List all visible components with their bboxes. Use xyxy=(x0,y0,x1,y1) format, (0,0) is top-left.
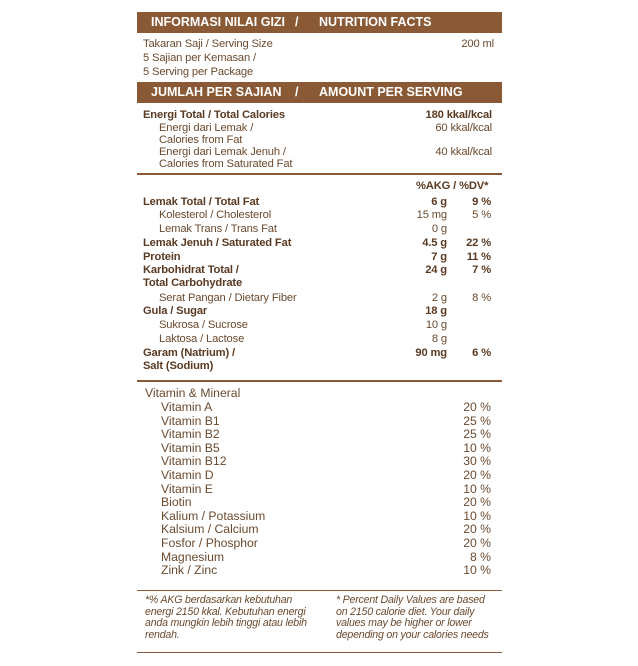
nutrient-label: Karbohidrat Total / xyxy=(143,264,239,276)
vitamin-label: Biotin xyxy=(161,495,192,510)
energy-fat-value: 60 kkal/kcal xyxy=(435,122,492,134)
divider-thick-1 xyxy=(137,173,502,175)
vitamin-dv: 25 % xyxy=(463,413,491,428)
vitamin-label: Kalsium / Calcium xyxy=(161,522,259,537)
energy-sat-label: Energi dari Lemak Jenuh / xyxy=(159,146,286,158)
nutrient-dv: 6 % xyxy=(472,347,491,359)
vitamin-label: Vitamin B1 xyxy=(161,413,220,428)
serving-size-value: 200 ml xyxy=(461,38,494,50)
nutrient-dv: 5 % xyxy=(472,209,491,221)
nutrient-amount: 0 g xyxy=(431,223,447,235)
nutrient-dv: 11 % xyxy=(466,251,491,263)
vitamin-dv: 10 % xyxy=(463,481,491,496)
nutrient-dv: 8 % xyxy=(472,292,491,304)
vitamin-dv: 25 % xyxy=(463,427,491,442)
amount-per-serving-header xyxy=(137,82,502,103)
nutrient-label-en: Salt (Sodium) xyxy=(143,360,214,372)
vitamin-dv: 10 % xyxy=(463,563,491,578)
nutrient-label: Sukrosa / Sucrose xyxy=(159,319,248,331)
nutrient-amount: 18 g xyxy=(425,305,447,317)
vitamin-label: Vitamin B5 xyxy=(161,440,220,455)
vitamin-dv: 20 % xyxy=(463,400,491,414)
vitamin-label: Magnesium xyxy=(161,549,224,564)
nutrient-label: Lemak Trans / Trans Fat xyxy=(159,223,277,235)
serving-size-label: Takaran Saji / Serving Size xyxy=(143,38,273,50)
nutrient-label: Lemak Total / Total Fat xyxy=(143,196,260,208)
nutrient-label: Serat Pangan / Dietary Fiber xyxy=(159,292,297,304)
vitamin-label: Vitamin D xyxy=(161,468,214,482)
nutrient-amount: 8 g xyxy=(431,333,447,345)
vitamin-label: Vitamin A xyxy=(161,400,213,414)
vitamin-dv: 30 % xyxy=(463,454,491,469)
nutrient-label: Kolesterol / Cholesterol xyxy=(159,209,272,221)
divider-thin xyxy=(137,590,502,591)
header-slash: / xyxy=(295,15,299,29)
footnote-english: * Percent Daily Values are based on 2150 calorie diet. Your daily values may be higher or lower depending on your calories needs xyxy=(336,594,489,641)
nutrient-label: Garam (Natrium) / xyxy=(143,347,235,359)
energy-sat-label-en: Calories from Saturated Fat xyxy=(159,158,293,170)
amount-header-en: AMOUNT PER SERVING xyxy=(319,85,463,99)
nutrient-amount: 2 g xyxy=(431,292,447,304)
header-title-id: INFORMASI NILAI GIZI xyxy=(151,15,286,29)
nutrient-label: Lemak Jenuh / Saturated Fat xyxy=(143,237,292,249)
vitamin-label: Kalium / Potassium xyxy=(161,508,266,523)
divider-bottom xyxy=(137,652,502,653)
nutrient-label: Protein xyxy=(143,251,181,263)
dv-column-header: %AKG / %DV* xyxy=(416,180,489,192)
vitamin-dv: 8 % xyxy=(469,549,491,564)
energy-total-label: Energi Total / Total Calories xyxy=(143,109,285,121)
vitamin-label: Vitamin B12 xyxy=(161,454,227,469)
vitamin-label: Vitamin B2 xyxy=(161,427,220,442)
vitamin-dv: 20 % xyxy=(463,522,491,537)
nutrient-amount: 24 g xyxy=(425,264,447,276)
energy-total-value: 180 kkal/kcal xyxy=(425,109,492,121)
nutrient-dv: 9 % xyxy=(472,196,491,208)
nutrient-amount: 6 g xyxy=(431,196,447,208)
servings-per-package-en: 5 Serving per Package xyxy=(143,66,254,78)
energy-sat-value: 40 kkal/kcal xyxy=(435,146,492,158)
divider-thick-2 xyxy=(137,380,502,382)
vitamin-label: Zink / Zinc xyxy=(161,563,218,578)
energy-fat-label-en: Calories from Fat xyxy=(159,134,243,146)
nutrient-amount: 90 mg xyxy=(415,347,447,359)
nutrient-label: Gula / Sugar xyxy=(143,305,208,317)
servings-per-package-id: 5 Sajian per Kemasan / xyxy=(143,52,256,64)
nutrient-dv: 7 % xyxy=(472,264,491,276)
amount-header-slash: / xyxy=(295,85,299,99)
amount-header-id: JUMLAH PER SAJIAN xyxy=(151,85,282,99)
nutrient-label: Laktosa / Lactose xyxy=(159,333,245,345)
vitamin-dv: 20 % xyxy=(463,468,491,482)
vitamins-title: Vitamin & Mineral xyxy=(145,386,241,400)
footnote-indonesian: *% AKG berdasarkan kebutuhan energi 2150 kkal. Kebutuhan energi anda mungkin lebih tinggi atau lebih rendah. xyxy=(145,594,307,641)
vitamin-dv: 20 % xyxy=(463,495,491,510)
nutrient-amount: 7 g xyxy=(431,251,447,263)
nutrition-facts-header xyxy=(137,12,502,33)
nutrient-amount: 4.5 g xyxy=(422,237,447,249)
vitamin-label: Vitamin E xyxy=(161,481,213,496)
vitamin-dv: 10 % xyxy=(463,508,491,523)
nutrient-amount: 10 g xyxy=(425,319,447,331)
nutrient-label-en: Total Carbohydrate xyxy=(143,277,243,289)
nutrient-dv: 22 % xyxy=(466,237,491,249)
vitamin-label: Fosfor / Phosphor xyxy=(161,536,258,550)
header-title-en: NUTRITION FACTS xyxy=(319,15,432,29)
nutrient-amount: 15 mg xyxy=(416,209,447,221)
vitamin-dv: 10 % xyxy=(463,440,491,455)
vitamin-dv: 20 % xyxy=(463,536,491,550)
energy-fat-label: Energi dari Lemak / xyxy=(159,122,254,134)
